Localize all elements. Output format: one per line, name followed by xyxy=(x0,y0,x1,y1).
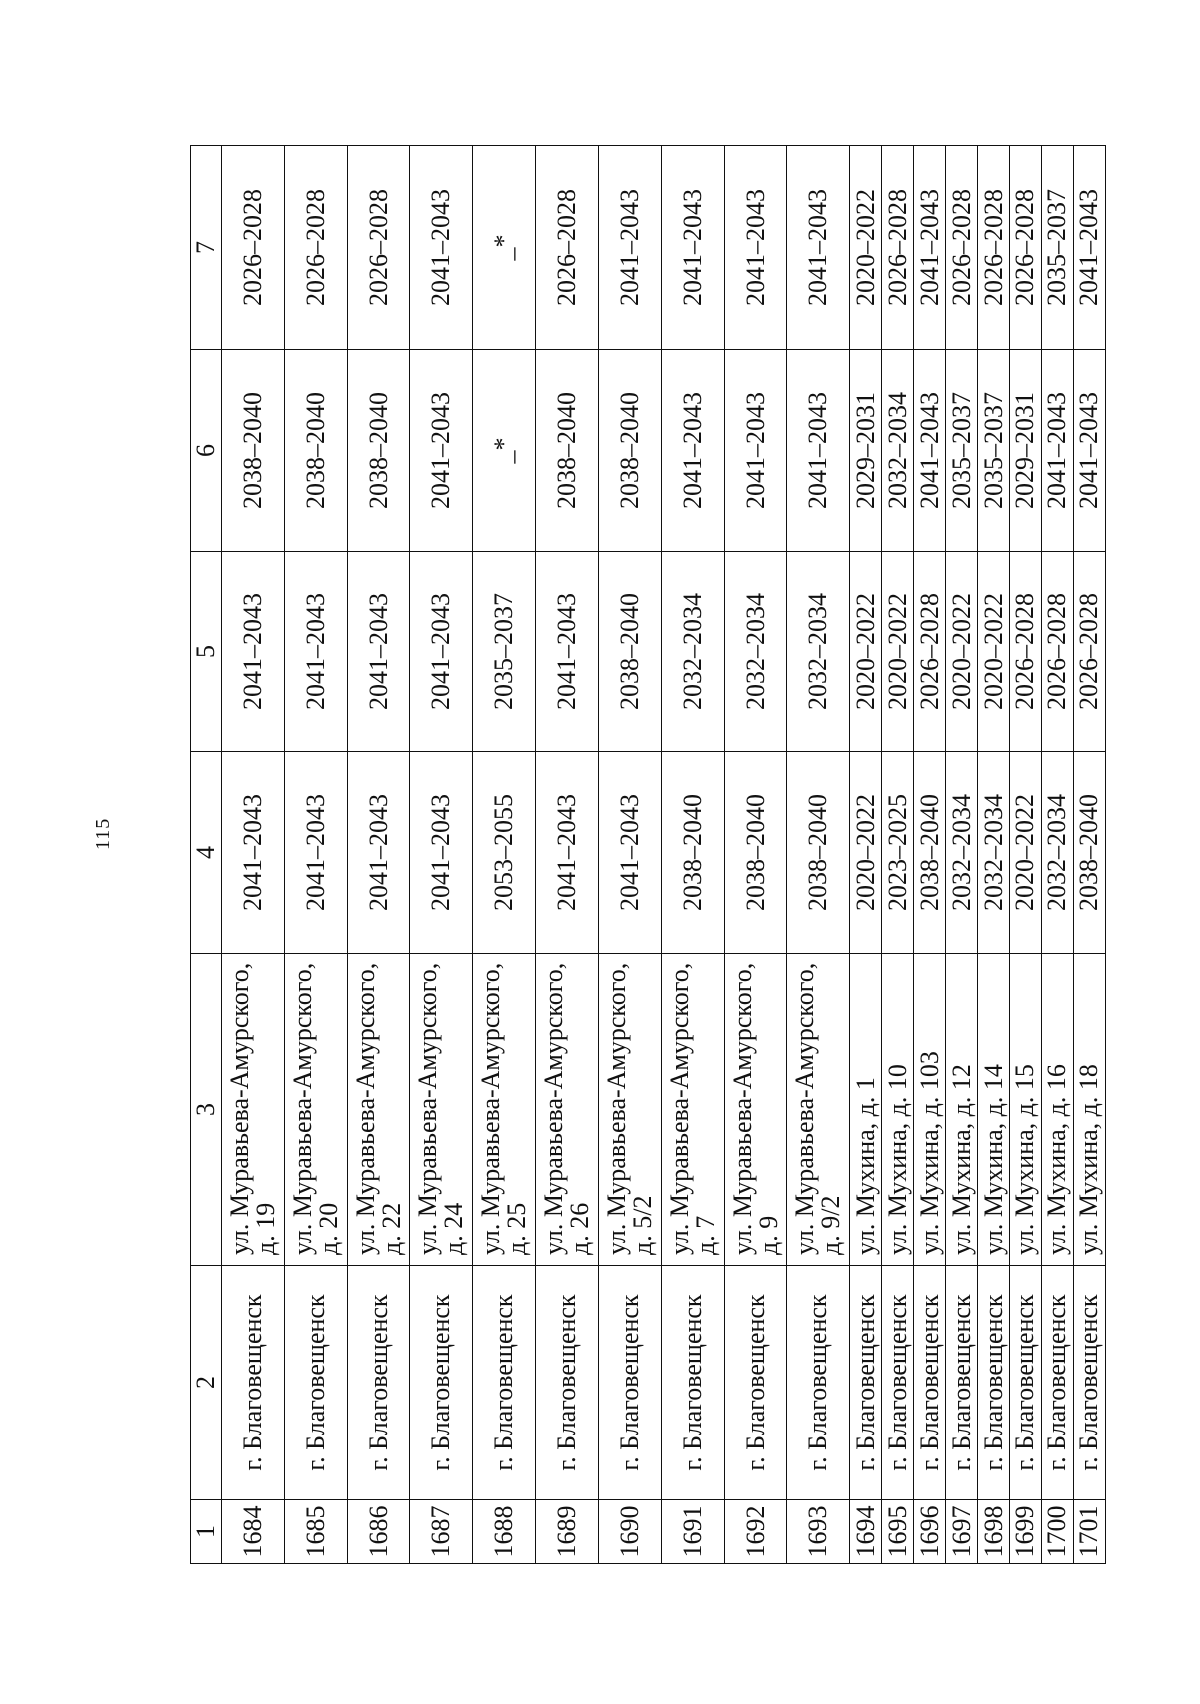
table-body xyxy=(222,146,1106,1564)
row-number-cell: 1700 xyxy=(1041,1500,1073,1564)
table-row xyxy=(946,146,978,1564)
period-col-6-cell: 2041–2043 xyxy=(914,350,946,552)
period-col-5-cell: 2026–2028 xyxy=(1041,552,1073,752)
period-col-6-cell: 2032–2034 xyxy=(882,350,914,552)
table-row xyxy=(1009,146,1041,1564)
city-cell: г. Благовещенск xyxy=(1041,1266,1073,1500)
period-col-5-cell: 2032–2034 xyxy=(661,552,724,752)
period-col-6-cell: 2041–2043 xyxy=(1073,350,1105,552)
period-col-6-cell: 2041–2043 xyxy=(1041,350,1073,552)
period-col-7-cell: 2041–2043 xyxy=(598,146,661,350)
period-col-5-cell: 2041–2043 xyxy=(536,552,599,752)
address-cell: ул. Муравьева-Амурского, д. 26 xyxy=(536,954,599,1266)
row-number-cell: 1697 xyxy=(946,1500,978,1564)
table-row xyxy=(222,146,285,1564)
page-number: 115 xyxy=(92,817,114,850)
row-number-cell: 1699 xyxy=(1009,1500,1041,1564)
city-cell: г. Благовещенск xyxy=(914,1266,946,1500)
table-row xyxy=(473,146,536,1564)
city-cell: г. Благовещенск xyxy=(410,1266,473,1500)
header-col-4: 4 xyxy=(191,752,222,954)
city-cell: г. Благовещенск xyxy=(882,1266,914,1500)
period-col-4-cell: 2038–2040 xyxy=(724,752,787,954)
address-cell: ул. Муравьева-Амурского, д. 9/2 xyxy=(787,954,850,1266)
address-cell: ул. Мухина, д. 10 xyxy=(882,954,914,1266)
period-col-5-cell: 2038–2040 xyxy=(598,552,661,752)
city-cell: г. Благовещенск xyxy=(850,1266,882,1500)
row-number-cell: 1689 xyxy=(536,1500,599,1564)
row-number-cell: 1687 xyxy=(410,1500,473,1564)
period-col-5-cell: 2026–2028 xyxy=(914,552,946,752)
table-row xyxy=(978,146,1010,1564)
table-row xyxy=(882,146,914,1564)
row-number-cell: 1696 xyxy=(914,1500,946,1564)
row-number-cell: 1693 xyxy=(787,1500,850,1564)
period-col-7-cell: 2041–2043 xyxy=(914,146,946,350)
period-col-7-cell: 2026–2028 xyxy=(946,146,978,350)
period-col-4-cell: 2038–2040 xyxy=(914,752,946,954)
address-cell: ул. Мухина, д. 16 xyxy=(1041,954,1073,1266)
row-number-cell: 1695 xyxy=(882,1500,914,1564)
table-row xyxy=(410,146,473,1564)
period-col-6-cell: 2041–2043 xyxy=(410,350,473,552)
row-number-cell: 1690 xyxy=(598,1500,661,1564)
row-number-cell: 1684 xyxy=(222,1500,285,1564)
city-cell: г. Благовещенск xyxy=(724,1266,787,1500)
table-row xyxy=(1073,146,1105,1564)
period-col-5-cell: 2026–2028 xyxy=(1073,552,1105,752)
address-cell: ул. Муравьева-Амурского, д. 25 xyxy=(473,954,536,1266)
period-col-4-cell: 2041–2043 xyxy=(222,752,285,954)
city-cell: г. Благовещенск xyxy=(1009,1266,1041,1500)
city-cell: г. Благовещенск xyxy=(946,1266,978,1500)
table-row xyxy=(787,146,850,1564)
period-col-4-cell: 2038–2040 xyxy=(661,752,724,954)
city-cell: г. Благовещенск xyxy=(598,1266,661,1500)
row-number-cell: 1688 xyxy=(473,1500,536,1564)
period-col-7-cell: 2026–2028 xyxy=(536,146,599,350)
period-col-4-cell: 2032–2034 xyxy=(1041,752,1073,954)
row-number-cell: 1701 xyxy=(1073,1500,1105,1564)
period-col-7-cell: _* xyxy=(473,146,536,350)
address-cell: ул. Муравьева-Амурского, д. 24 xyxy=(410,954,473,1266)
period-col-4-cell: 2020–2022 xyxy=(1009,752,1041,954)
period-col-6-cell: 2038–2040 xyxy=(347,350,410,552)
header-col-3: 3 xyxy=(191,954,222,1266)
period-col-6-cell: 2038–2040 xyxy=(222,350,285,552)
period-col-5-cell: 2041–2043 xyxy=(410,552,473,752)
period-col-7-cell: 2020–2022 xyxy=(850,146,882,350)
period-col-4-cell: 2032–2034 xyxy=(978,752,1010,954)
period-col-6-cell: 2041–2043 xyxy=(661,350,724,552)
period-col-4-cell: 2038–2040 xyxy=(1073,752,1105,954)
city-cell: г. Благовещенск xyxy=(1073,1266,1105,1500)
period-col-6-cell: 2029–2031 xyxy=(850,350,882,552)
header-col-7: 7 xyxy=(191,146,222,350)
header-col-6: 6 xyxy=(191,350,222,552)
period-col-5-cell: 2026–2028 xyxy=(1009,552,1041,752)
period-col-4-cell: 2038–2040 xyxy=(787,752,850,954)
address-cell: ул. Мухина, д. 12 xyxy=(946,954,978,1266)
period-col-7-cell: 2041–2043 xyxy=(1073,146,1105,350)
period-col-6-cell: 2035–2037 xyxy=(978,350,1010,552)
address-cell: ул. Муравьева-Амурского, д. 7 xyxy=(661,954,724,1266)
period-col-5-cell: 2041–2043 xyxy=(284,552,347,752)
period-col-4-cell: 2041–2043 xyxy=(347,752,410,954)
period-col-7-cell: 2041–2043 xyxy=(787,146,850,350)
period-col-6-cell: 2035–2037 xyxy=(946,350,978,552)
period-col-6-cell: 2041–2043 xyxy=(787,350,850,552)
city-cell: г. Благовещенск xyxy=(222,1266,285,1500)
period-col-6-cell: 2041–2043 xyxy=(724,350,787,552)
city-cell: г. Благовещенск xyxy=(536,1266,599,1500)
period-col-7-cell: 2026–2028 xyxy=(284,146,347,350)
city-cell: г. Благовещенск xyxy=(661,1266,724,1500)
row-number-cell: 1698 xyxy=(978,1500,1010,1564)
address-cell: ул. Мухина, д. 15 xyxy=(1009,954,1041,1266)
period-col-5-cell: 2035–2037 xyxy=(473,552,536,752)
header-row xyxy=(191,146,222,1564)
period-col-7-cell: 2026–2028 xyxy=(882,146,914,350)
row-number-cell: 1694 xyxy=(850,1500,882,1564)
period-col-7-cell: 2026–2028 xyxy=(347,146,410,350)
period-col-4-cell: 2023–2025 xyxy=(882,752,914,954)
period-col-7-cell: 2035–2037 xyxy=(1041,146,1073,350)
period-col-7-cell: 2026–2028 xyxy=(222,146,285,350)
address-cell: ул. Муравьева-Амурского, д. 20 xyxy=(284,954,347,1266)
period-col-6-cell: 2029–2031 xyxy=(1009,350,1041,552)
header-col-1: 1 xyxy=(191,1500,222,1564)
period-col-4-cell: 2041–2043 xyxy=(598,752,661,954)
row-number-cell: 1686 xyxy=(347,1500,410,1564)
period-col-4-cell: 2053–2055 xyxy=(473,752,536,954)
address-cell: ул. Мухина, д. 18 xyxy=(1073,954,1105,1266)
table-row xyxy=(347,146,410,1564)
period-col-4-cell: 2041–2043 xyxy=(410,752,473,954)
city-cell: г. Благовещенск xyxy=(473,1266,536,1500)
table-row xyxy=(661,146,724,1564)
city-cell: г. Благовещенск xyxy=(978,1266,1010,1500)
rotated-table-container xyxy=(190,146,1106,1564)
address-cell: ул. Мухина, д. 14 xyxy=(978,954,1010,1266)
period-col-7-cell: 2041–2043 xyxy=(410,146,473,350)
row-number-cell: 1685 xyxy=(284,1500,347,1564)
address-cell: ул. Муравьева-Амурского, д. 22 xyxy=(347,954,410,1266)
address-cell: ул. Муравьева-Амурского, д. 19 xyxy=(222,954,285,1266)
city-cell: г. Благовещенск xyxy=(787,1266,850,1500)
period-col-5-cell: 2020–2022 xyxy=(882,552,914,752)
city-cell: г. Благовещенск xyxy=(347,1266,410,1500)
row-number-cell: 1691 xyxy=(661,1500,724,1564)
table-row xyxy=(914,146,946,1564)
register-table xyxy=(190,145,1106,1564)
period-col-4-cell: 2041–2043 xyxy=(536,752,599,954)
period-col-7-cell: 2041–2043 xyxy=(724,146,787,350)
table-row xyxy=(284,146,347,1564)
city-cell: г. Благовещенск xyxy=(284,1266,347,1500)
address-cell: ул. Муравьева-Амурского, д. 9 xyxy=(724,954,787,1266)
period-col-6-cell: _* xyxy=(473,350,536,552)
table-row xyxy=(1041,146,1073,1564)
period-col-7-cell: 2026–2028 xyxy=(1009,146,1041,350)
address-cell: ул. Муравьева-Амурского, д. 5/2 xyxy=(598,954,661,1266)
table-row xyxy=(850,146,882,1564)
period-col-5-cell: 2032–2034 xyxy=(724,552,787,752)
period-col-5-cell: 2020–2022 xyxy=(946,552,978,752)
period-col-4-cell: 2041–2043 xyxy=(284,752,347,954)
header-col-5: 5 xyxy=(191,552,222,752)
period-col-6-cell: 2038–2040 xyxy=(284,350,347,552)
header-col-2: 2 xyxy=(191,1266,222,1500)
period-col-5-cell: 2041–2043 xyxy=(222,552,285,752)
table-row xyxy=(536,146,599,1564)
table-row xyxy=(724,146,787,1564)
period-col-7-cell: 2026–2028 xyxy=(978,146,1010,350)
period-col-4-cell: 2020–2022 xyxy=(850,752,882,954)
period-col-6-cell: 2038–2040 xyxy=(536,350,599,552)
period-col-5-cell: 2020–2022 xyxy=(978,552,1010,752)
period-col-5-cell: 2041–2043 xyxy=(347,552,410,752)
period-col-4-cell: 2032–2034 xyxy=(946,752,978,954)
period-col-7-cell: 2041–2043 xyxy=(661,146,724,350)
period-col-6-cell: 2038–2040 xyxy=(598,350,661,552)
address-cell: ул. Мухина, д. 1 xyxy=(850,954,882,1266)
address-cell: ул. Мухина, д. 103 xyxy=(914,954,946,1266)
period-col-5-cell: 2032–2034 xyxy=(787,552,850,752)
table-row xyxy=(598,146,661,1564)
row-number-cell: 1692 xyxy=(724,1500,787,1564)
period-col-5-cell: 2020–2022 xyxy=(850,552,882,752)
